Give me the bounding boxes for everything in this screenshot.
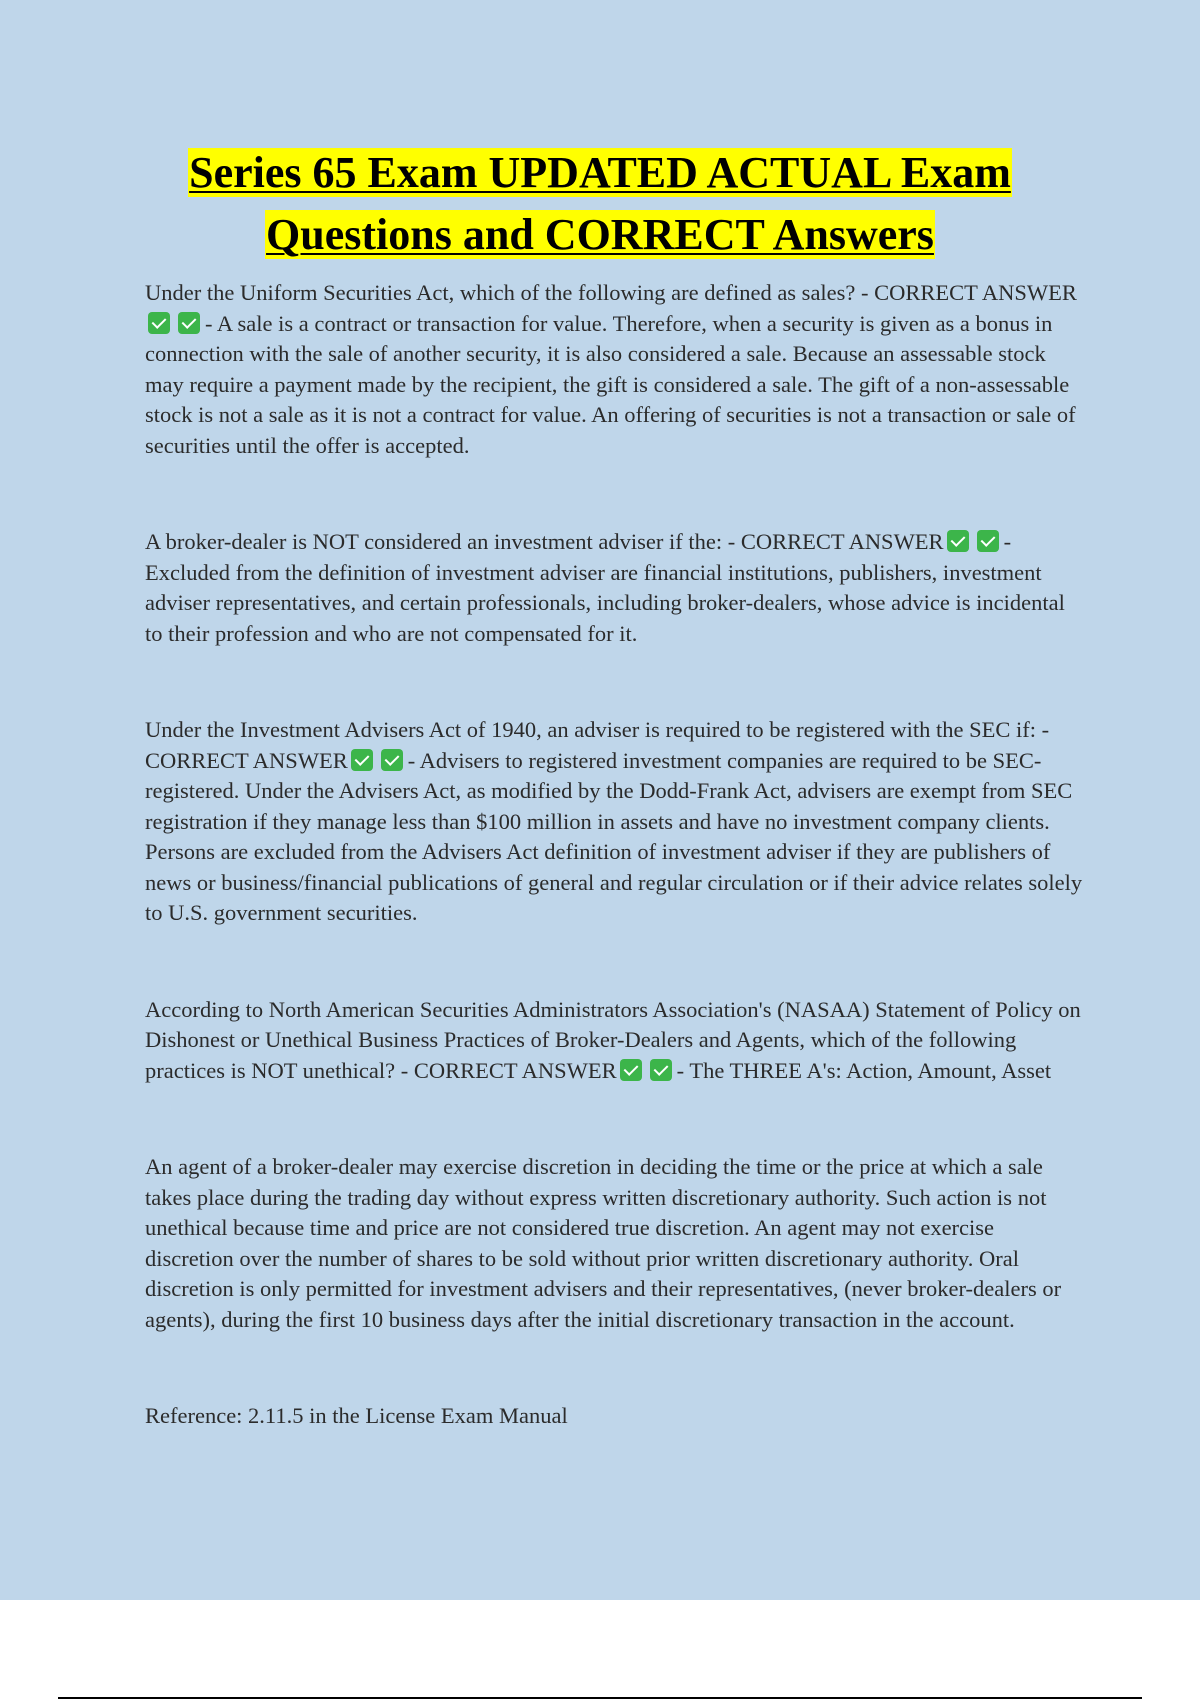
answer-text: - Advisers to registered investment companies are required to be SEC-registered. Under the Advisers Act, as modified by the Dodd-Frank Act, advisers are exempt from SEC registration if they manage less than $100 million in assets and have no investment company clients. Persons are excluded from the Advisers Act definition of investment adviser if they are publishers of news or business/financial publications of general and regular circulation or if their advice relates solely to U.S. government securities. (145, 747, 1083, 925)
check-mark-icon (178, 312, 200, 334)
check-mark-icon (381, 749, 403, 771)
check-mark-icon (620, 1059, 642, 1081)
qa-item-1 (145, 278, 1085, 461)
check-mark-icon (650, 1059, 672, 1081)
document-body (145, 278, 1085, 1432)
qa-item-2 (145, 527, 1085, 649)
check-mark-icon (148, 312, 170, 334)
explanation-paragraph: An agent of a broker-dealer may exercise discretion in deciding the time or the price at which a sale takes place during the trading day without express written discretionary authority. Such action is not unethical because time and price are not considered true discretion. An agent may not exercise discretion over the number of shares to be sold without prior written discretionary authority. Oral discretion is only permitted for investment advisers and their representatives, (never broker-dealers or agents), during the first 10 business days after the initial discretionary transaction in the account. (145, 1154, 1062, 1332)
question-text: A broker-dealer is NOT considered an investment adviser if the: - CORRECT ANSWER (145, 529, 944, 554)
answer-text: - Excluded from the definition of investment adviser are financial institutions, publishers, investment adviser representatives, and certain professionals, including broker-dealers, whose advice is incidental to their profession and who are not compensated for it. (145, 529, 1065, 646)
footer-divider (58, 1697, 1142, 1699)
qa-item-3 (145, 715, 1085, 929)
check-mark-icon (977, 530, 999, 552)
question-text: Under the Investment Advisers Act of 1940, an adviser is required to be registered with the SEC if: - CORRECT ANSWER (145, 717, 1050, 773)
reference-line: Reference: 2.11.5 in the License Exam Manual (145, 1403, 568, 1428)
answer-text: - A sale is a contract or transaction for value. Therefore, when a security is given as a bonus in connection with the sale of another security, it is also considered a sale. Because an assessable stock may require a payment made by the recipient, the gift is considered a sale. The gift of a non-assessable stock is not a sale as it is not a contract for value. An offering of securities is not a transaction or sale of securities until the offer is accepted. (145, 310, 1076, 458)
title-line-1: Series 65 Exam UPDATED ACTUAL Exam (189, 148, 1011, 197)
question-text: According to North American Securities Administrators Association's (NASAA) Statement of Policy on Dishonest or Unethical Business Practices of Broker-Dealers and Agents, which of the following practices is NOT unethical? - CORRECT ANSWER (145, 996, 1081, 1083)
question-text: Under the Uniform Securities Act, which of the following are defined as sales? - CORRECT ANSWER (145, 280, 1077, 305)
document-title (120, 142, 1080, 266)
answer-text: - The THREE A's: Action, Amount, Asset (676, 1057, 1052, 1083)
qa-item-4 (145, 995, 1085, 1087)
check-mark-icon (947, 530, 969, 552)
check-mark-icon (351, 749, 373, 771)
title-line-2: Questions and CORRECT Answers (266, 210, 934, 259)
